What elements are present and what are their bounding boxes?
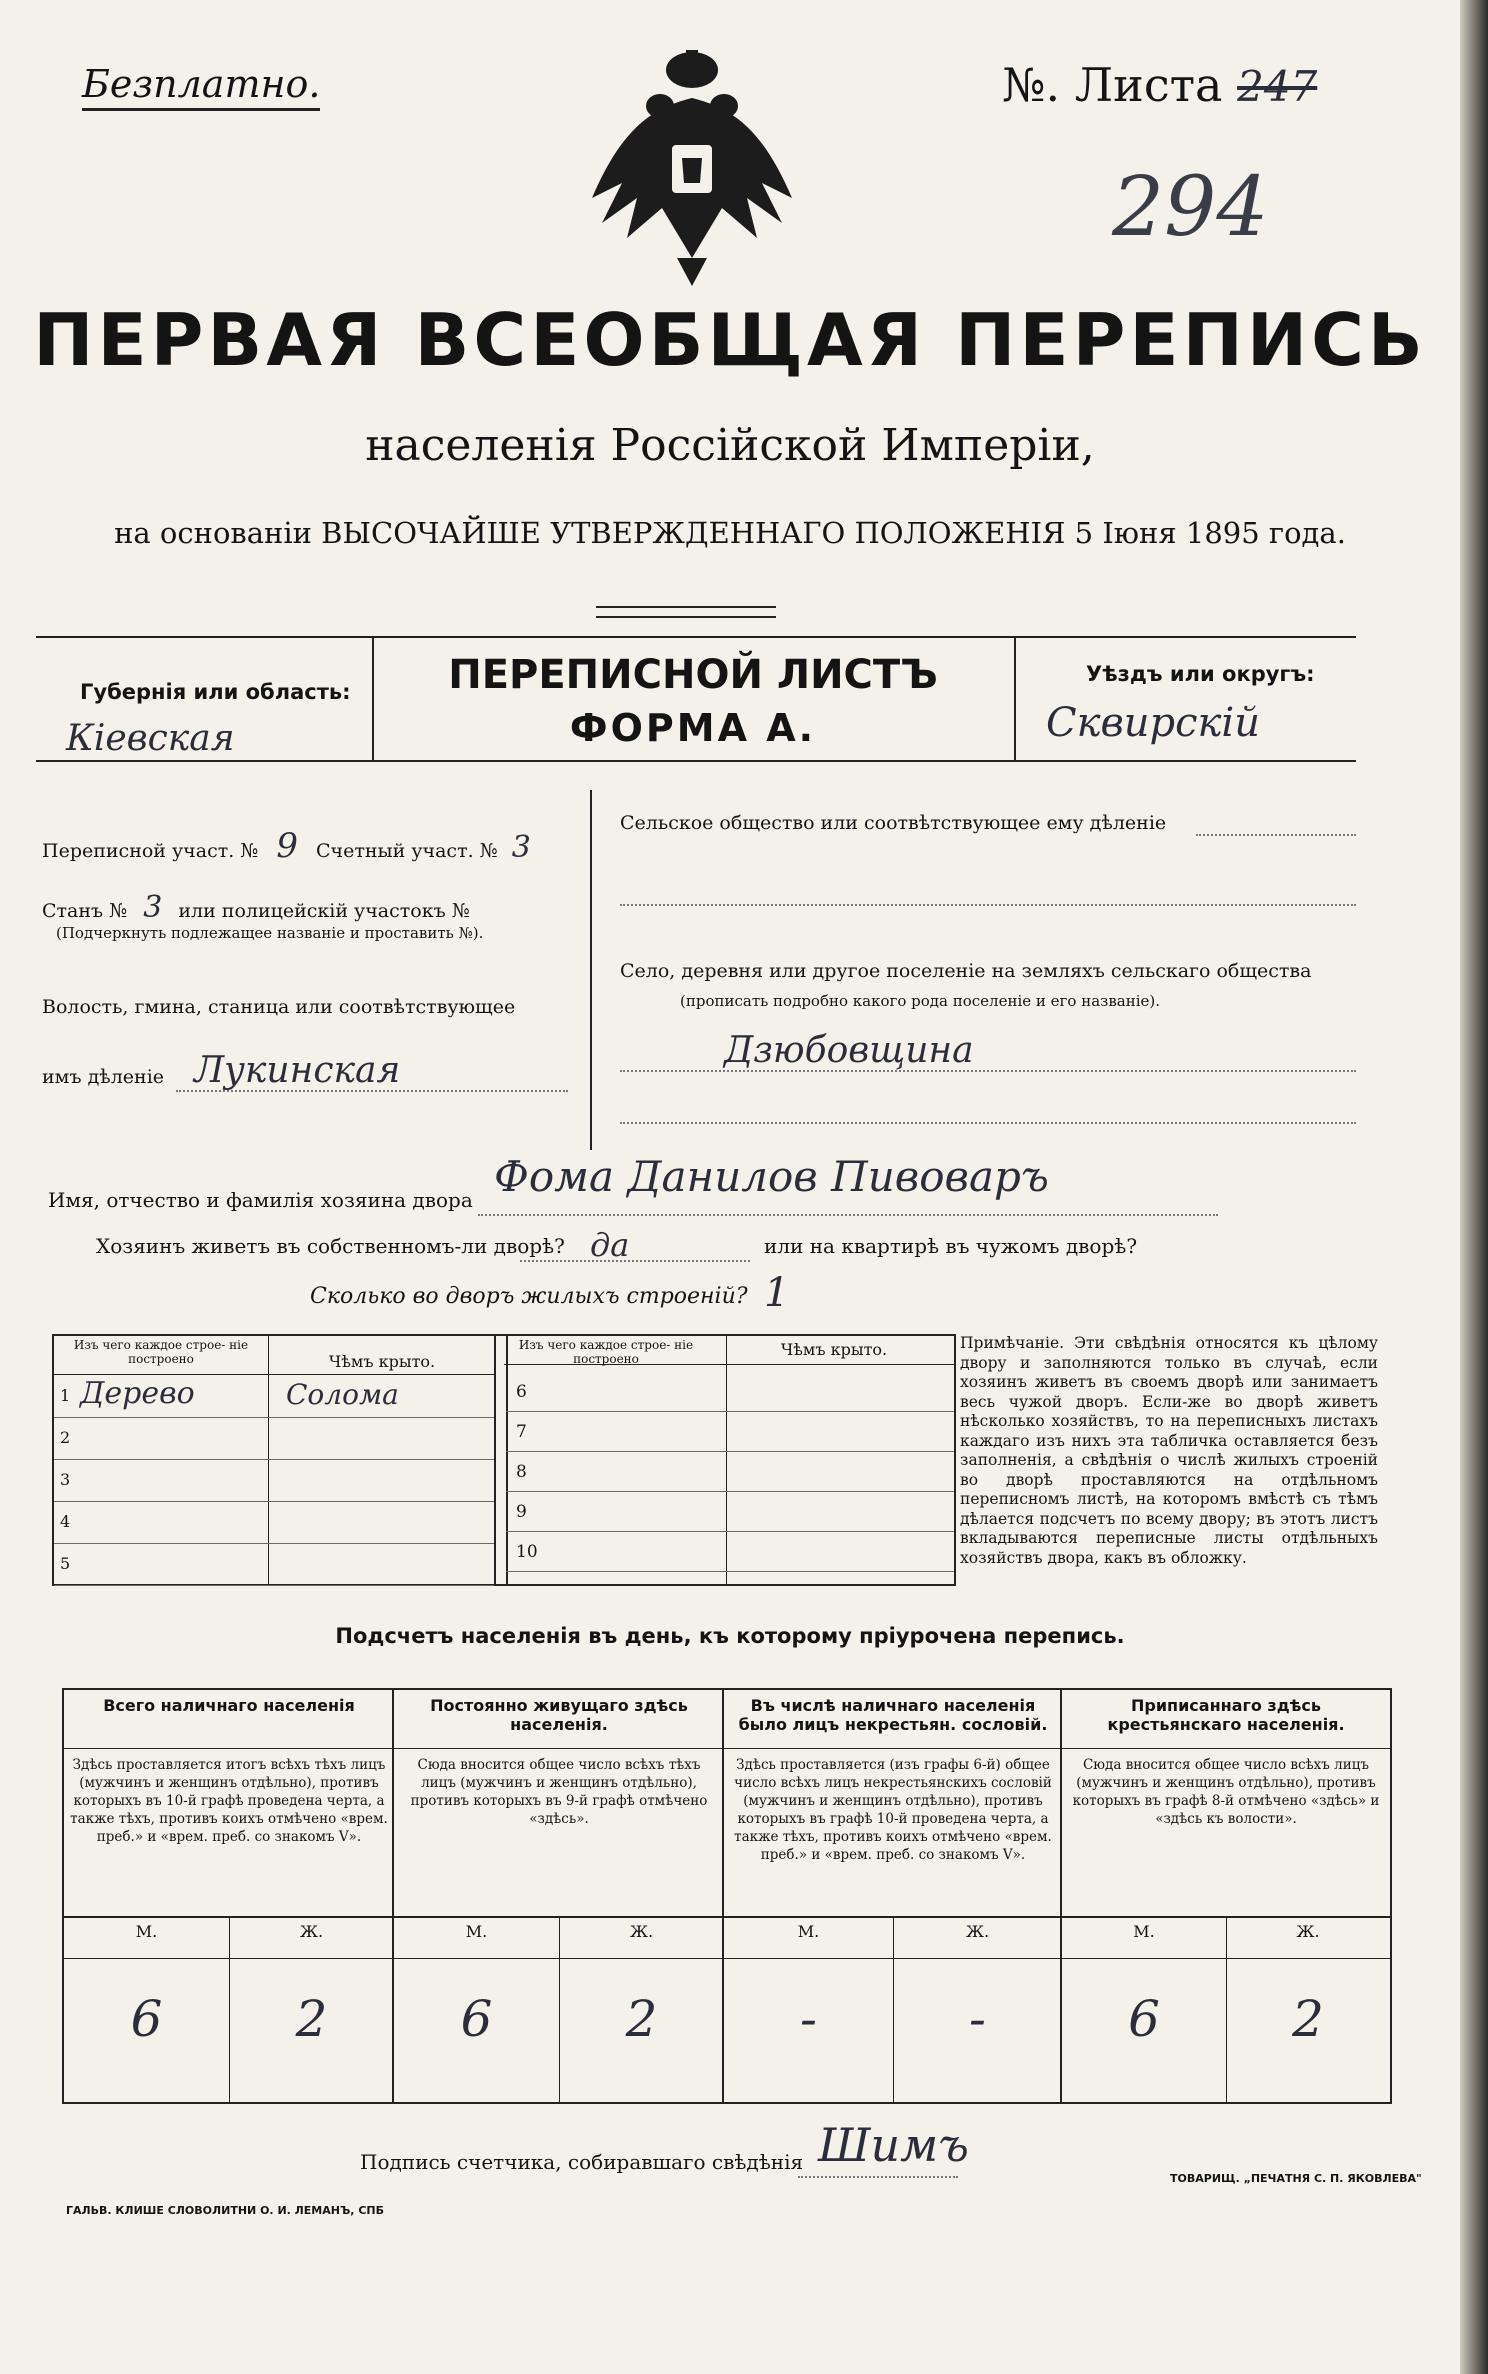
owner-lives-line — [520, 1260, 750, 1262]
building-row-number: 2 — [60, 1428, 71, 1447]
count-group — [394, 1690, 724, 2102]
selo-label: Село, деревня или другое поселеніе на земляхъ сельскаго общества — [620, 960, 1312, 982]
stan-label: Станъ № — [42, 900, 128, 922]
buildings-table — [52, 1334, 956, 1586]
count-m-label: М. — [797, 1922, 820, 1941]
building-row — [506, 1412, 954, 1452]
signature-value: Шимъ — [818, 2118, 969, 2172]
building-row-number: 3 — [60, 1470, 71, 1489]
building-row-number: 1 — [60, 1386, 71, 1405]
buildings-right-header-2: Чѣмъ крыто. — [780, 1340, 888, 1359]
building-row — [506, 1372, 954, 1412]
signature-label: Подпись счетчика, собиравшаго свѣдѣнія — [360, 2150, 804, 2174]
building-row — [506, 1532, 954, 1572]
paper-edge — [1460, 0, 1488, 2374]
building-row — [54, 1460, 494, 1502]
building-row — [54, 1376, 494, 1418]
owner-lives-label: Хозяинъ живетъ въ собственномъ-ли дворѣ? — [96, 1234, 565, 1258]
selo-line-2 — [620, 1122, 1356, 1124]
count-f-label: Ж. — [629, 1922, 654, 1941]
form-title-2: ФОРМА А. — [569, 706, 817, 750]
buildings-left-header-2: Чѣмъ крыто. — [328, 1352, 436, 1371]
count-group-head: Постоянно живущаго здѣсь населенія. — [430, 1696, 688, 1734]
count-group — [64, 1690, 394, 2102]
selskoe-line-2 — [620, 904, 1356, 906]
double-headed-eagle-emblem — [582, 48, 802, 288]
count-group-desc: Сюда вносится общее число всѣхъ лицъ (мужчинъ и женщинъ отдѣльно), противъ которыхъ въ графѣ 8-й отмѣчено «здѣсь» и «здѣсь къ волости». — [1072, 1757, 1380, 1827]
count-group-labelsep — [724, 1958, 1062, 1959]
building-row — [54, 1502, 494, 1544]
note-text: Примѣчаніе. Эти свѣдѣнія относятся къ цѣлому двору и заполняются только въ случаѣ, если хозяинъ живетъ въ своемъ дворѣ или занимаетъ весь чужой дворъ. Если-же во дворѣ живетъ нѣсколько хозяйствъ, то на переписныхъ листахъ каждаго изъ нихъ эта табличка оставляется безъ заполненія, а свѣдѣнія о числѣ жилыхъ строеній во дворѣ проставляются на отдѣльномъ переписномъ листѣ, на которомъ вмѣстѣ съ тѣмъ дѣлается подсчетъ по всему двору; въ этотъ листъ вкладываются переписные листы отдѣльныхъ хозяйствъ двора, какъ въ обложку. — [960, 1334, 1378, 1567]
building-row — [54, 1418, 494, 1460]
uezd-label: Уѣздъ или округъ: — [1086, 662, 1315, 686]
count-group-head: Всего наличнаго населенія — [103, 1696, 355, 1715]
count-group-head: Въ числѣ наличнаго населенія было лицъ некрестьян. сословій. — [738, 1696, 1048, 1734]
building-row-number: 7 — [516, 1422, 527, 1442]
count-m-value: - — [800, 1990, 817, 2048]
schetny-value: 3 — [511, 830, 531, 865]
building-row-number: 4 — [60, 1512, 71, 1531]
stan-row — [42, 890, 470, 925]
buildings-right-header-1: Изъ чего каждое строе- ніе построено — [518, 1338, 694, 1366]
printer-right: ТОВАРИЩ. „ПЕЧАТНЯ С. П. ЯКОВЛЕВА" — [1170, 2172, 1422, 2185]
selskoe-line-1 — [1196, 834, 1356, 836]
count-f-value: 2 — [295, 1990, 328, 2048]
volost-label-1: Волость, гмина, станица или соотвѣтствующее — [42, 996, 516, 1018]
building-row-material: Дерево — [80, 1376, 195, 1411]
gubernia-value: Кіевская — [66, 718, 235, 759]
count-m-value: 6 — [460, 1990, 493, 2048]
count-f-value: 2 — [1292, 1990, 1324, 2048]
volost-value: Лукинская — [194, 1050, 401, 1091]
form-box-div2 — [1014, 636, 1016, 762]
form-box-bottom — [36, 760, 1356, 762]
owner-lives-value: да — [590, 1226, 630, 1264]
signature-line — [798, 2176, 958, 2178]
selo-value: Дзюбовщина — [724, 1030, 974, 1071]
volost-line — [176, 1090, 568, 1092]
form-box-top — [36, 636, 1356, 638]
stan-value: 3 — [143, 890, 163, 925]
count-group-headsep — [64, 1748, 394, 1749]
count-f-label: Ж. — [1296, 1922, 1320, 1941]
count-group-desc: Здѣсь проставляется (изъ графы 6-й) общее число всѣхъ лицъ некрестьянскихъ сословій (мужчинъ и женщинъ отдѣльно), противъ которыхъ въ графѣ 10-й проведена черта, а также тѣхъ, противъ коихъ отмѣчено «врем. преб.» и «врем. преб. со знакомъ V». — [734, 1757, 1052, 1863]
buildings-label: Сколько во дворъ жилыхъ строеній? — [310, 1284, 748, 1309]
count-f-label: Ж. — [965, 1922, 990, 1941]
form-title-1: ПЕРЕПИСНОЙ ЛИСТЪ — [448, 652, 938, 698]
count-group-headsep — [724, 1748, 1062, 1749]
uezd-value: Сквирскій — [1046, 700, 1260, 746]
printer-left: ГАЛЬВ. КЛИШЕ СЛОВОЛИТНИ О. И. ЛЕМАНЪ, СПБ — [66, 2204, 384, 2217]
owner-name-line — [478, 1214, 1218, 1216]
building-row-number: 9 — [516, 1502, 527, 1522]
building-row — [506, 1492, 954, 1532]
fields-divider — [590, 790, 592, 1150]
selskoe-label: Сельское общество или соотвѣтствующее ему дѣленіе — [620, 812, 1167, 834]
count-f-value: - — [969, 1990, 986, 2048]
selo-line-1 — [620, 1070, 1356, 1072]
schetny-label: Счетный участ. № — [316, 840, 498, 862]
stan-note: (Подчеркнуть подлежащее названіе и проставить №). — [56, 924, 484, 942]
subtitle: населенія Россійской Имперіи, — [365, 420, 1095, 471]
count-group-headsep — [1062, 1748, 1390, 1749]
owner-name-label: Имя, отчество и фамилія хозяина двора — [48, 1188, 473, 1212]
count-m-value: 6 — [130, 1990, 163, 2048]
count-m-label: М. — [465, 1922, 488, 1941]
volost-label-2: имъ дѣленіе — [42, 1066, 165, 1088]
count-group-headsep — [394, 1748, 724, 1749]
building-row-number: 8 — [516, 1462, 527, 1482]
main-title: ПЕРВАЯ ВСЕОБЩАЯ ПЕРЕПИСЬ — [33, 298, 1427, 382]
buildings-left-header-1: Изъ чего каждое строе- ніе построено — [73, 1338, 249, 1366]
uchast-label: Переписной участ. № — [42, 840, 259, 862]
free-label: Безплатно. — [82, 62, 320, 111]
sheet-number-new: 294 — [1112, 160, 1269, 255]
sheet-number-old: 247 — [1237, 62, 1318, 111]
uchast-row — [42, 826, 531, 866]
count-group-labelsep — [1062, 1958, 1390, 1959]
selo-note: (прописать подробно какого рода поселеніе и его названіе). — [680, 992, 1160, 1010]
police-label: или полицейскій участокъ № — [178, 900, 470, 922]
count-group-desc: Здѣсь проставляется итогъ всѣхъ тѣхъ лицъ (мужчинъ и женщинъ отдѣльно), противъ которыхъ въ 10-й графѣ проведена черта, а также тѣхъ, противъ коихъ отмѣчено «врем. преб.» и «врем. преб. со знакомъ V». — [70, 1757, 388, 1845]
building-row-roof: Солома — [286, 1378, 399, 1411]
count-group — [724, 1690, 1062, 2102]
sheet-number-label — [1002, 58, 1317, 112]
count-m-label: М. — [135, 1922, 158, 1941]
uchast-value: 9 — [276, 826, 298, 866]
owner-name-value: Фома Данилов Пивоваръ — [494, 1152, 1049, 1201]
count-group-head: Приписаннаго здѣсь крестьянскаго населенія. — [1107, 1696, 1345, 1734]
count-table — [62, 1688, 1392, 2104]
count-f-value: 2 — [625, 1990, 658, 2048]
buildings-right-headsep — [504, 1364, 954, 1365]
buildings-left-headsep — [54, 1374, 494, 1375]
ornament-divider — [596, 606, 776, 618]
count-m-value: 6 — [1128, 1990, 1160, 2048]
building-row-number: 6 — [516, 1382, 527, 1402]
count-title: Подсчетъ населенія въ день, къ которому пріурочена перепись. — [335, 1624, 1125, 1648]
sheet-number-text: №. Листа — [1002, 58, 1223, 112]
count-group — [1062, 1690, 1390, 2102]
building-row-number: 10 — [516, 1542, 538, 1562]
count-group-desc: Сюда вносится общее число всѣхъ тѣхъ лицъ (мужчинъ и женщинъ отдѣльно), противъ которыхъ въ 9-й графѣ отмѣчено «здѣсь». — [410, 1757, 708, 1827]
buildings-value: 1 — [764, 1270, 790, 1316]
building-row — [506, 1452, 954, 1492]
gubernia-label: Губернія или область: — [80, 680, 351, 704]
basis-line: на основаніи ВЫСОЧАЙШЕ УТВЕРЖДЕННАГО ПОЛОЖЕНІЯ 5 Іюня 1895 года. — [114, 516, 1346, 550]
building-row-number: 5 — [60, 1554, 71, 1573]
building-row — [54, 1544, 494, 1586]
count-m-label: М. — [1133, 1922, 1155, 1941]
count-f-label: Ж. — [299, 1922, 324, 1941]
count-group-labelsep — [394, 1958, 724, 1959]
owner-or-label: или на квартирѣ въ чужомъ дворѣ? — [764, 1234, 1138, 1258]
count-group-labelsep — [64, 1958, 394, 1959]
